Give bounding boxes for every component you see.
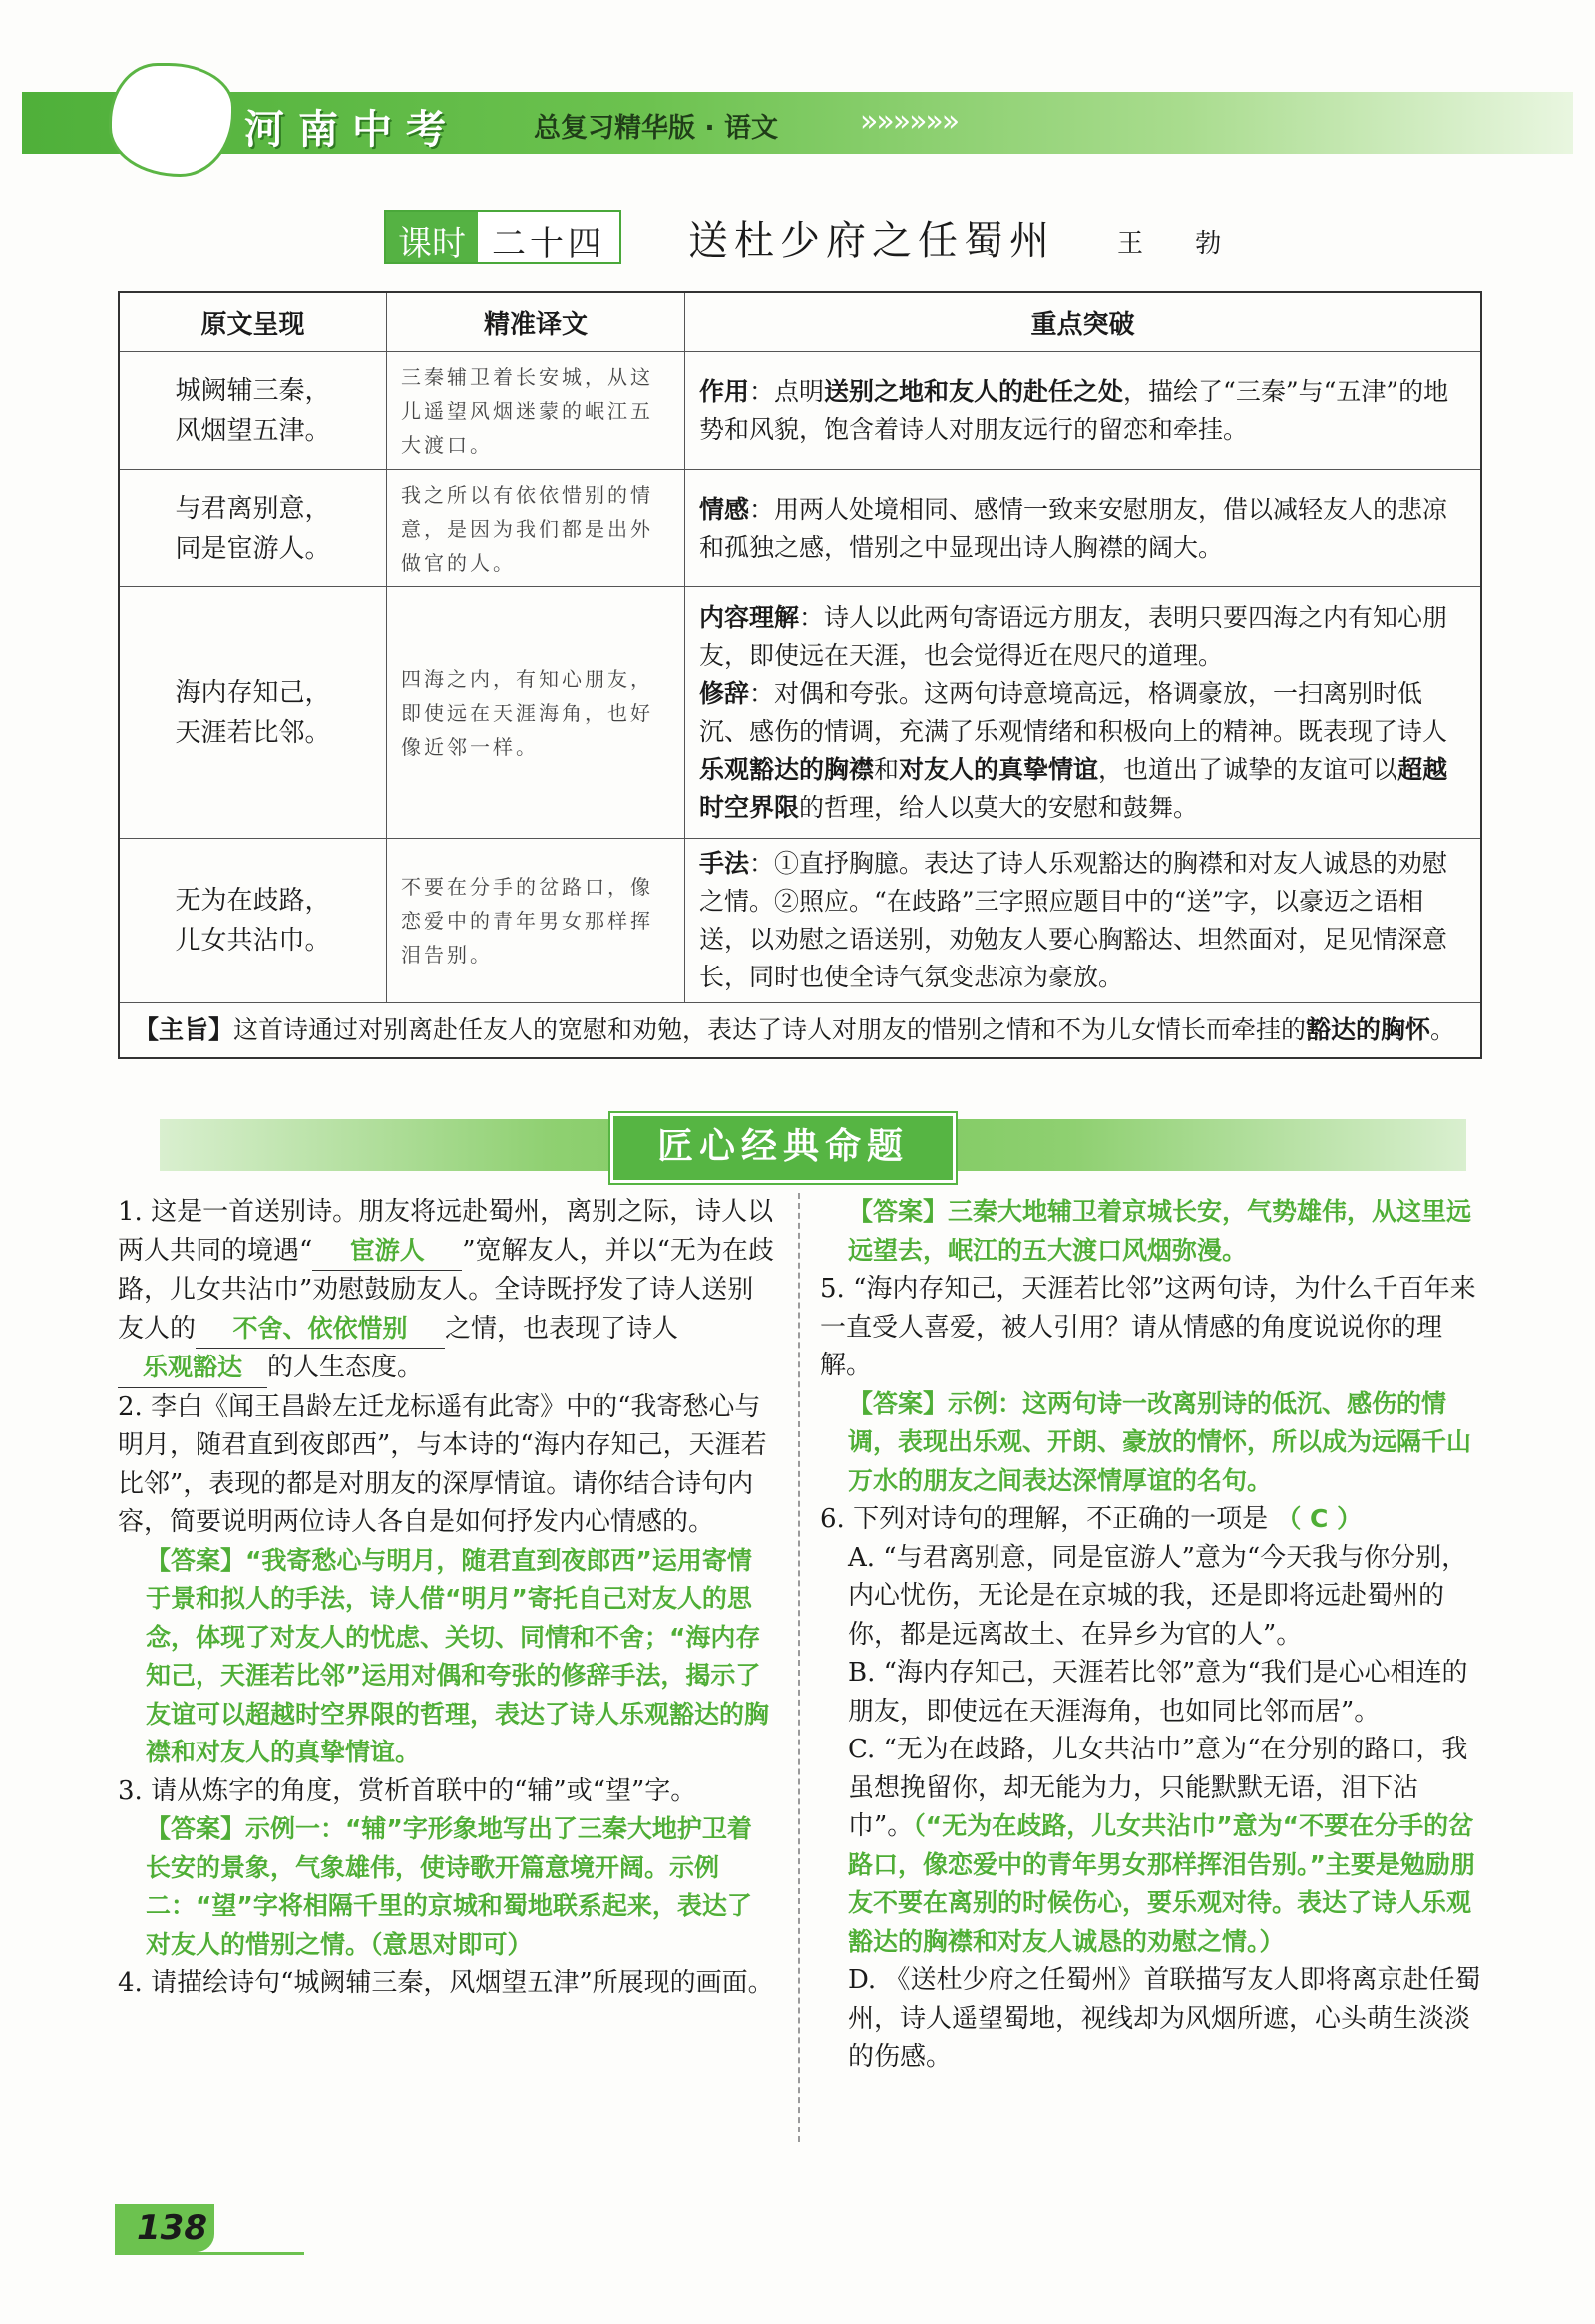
key-point-cell: 情感：用两人处境相同、感情一致来安慰朋友，借以减轻友人的悲凉和孤独之感，惜别之中显现出诗人胸襟的阔大。 xyxy=(685,470,1482,587)
option-c: C. “无为在歧路，儿女共沾巾”意为“在分别的路口，我虽想挽留你，却无能为力，只能默默无语，泪下沾巾”。（“无为在歧路，儿女共沾巾”意为“不要在分手的岔路口，像恋爱中的青年男女那样挥泪告别。”主要是勉励朋友不要在离别的时候伤心，要乐观对待。表达了诗人乐观豁达的胸襟和对友人诚恳的劝慰之情。） xyxy=(848,1735,1475,1956)
original-cell: 海内存知己， 天涯若比邻。 xyxy=(119,587,387,839)
table-row xyxy=(119,470,1481,587)
right-column xyxy=(820,1193,1482,2077)
poem-author: 王 勃 xyxy=(1117,229,1244,259)
header-key-points: 重点突破 xyxy=(685,292,1482,352)
table-header-row xyxy=(119,292,1481,352)
question-4: 4. 请描绘诗句“城阙辅三秦，风烟望五津”所展现的画面。 xyxy=(118,1968,774,1998)
question-5: 5. “海内存知己，天涯若比邻”这两句诗，为什么千百年来一直受人喜爱，被人引用？请从情感的角度说说你的理解。 xyxy=(820,1274,1476,1380)
answer-3: 【答案】示例一：“辅”字形象地写出了三秦大地护卫着长安的景象，气象雄伟，使诗歌开篇意境开阔。示例二：“望”字将相隔千里的京城和蜀地联系起来，表达了对友人的惜别之情。（意思对即可） xyxy=(146,1814,752,1959)
answer-5: 【答案】示例：这两句诗一改离别诗的低沉、感伤的情调，表现出乐观、开朗、豪放的情怀，所以成为远隔千山万水的朋友之间表达深情厚谊的名句。 xyxy=(848,1388,1472,1495)
page-number-underline xyxy=(115,2252,304,2255)
henan-map-icon xyxy=(112,66,231,174)
table-row xyxy=(119,587,1481,839)
series-title: 总复习精华版 · 语文 xyxy=(534,113,779,144)
left-column xyxy=(118,1193,774,2003)
translation-cell: 不要在分手的岔路口，像恋爱中的青年男女那样挥泪告别。 xyxy=(387,839,685,1003)
answer-blank: 不舍、依依惜别 xyxy=(196,1310,445,1350)
chevrons-decoration: »»»»»» xyxy=(860,104,959,139)
answer-4: 【答案】三秦大地辅卫着京城长安，气势雄伟，从这里远远望去，岷江的五大渡口风烟弥漫。 xyxy=(848,1197,1472,1265)
table-row xyxy=(119,352,1481,470)
original-cell: 城阙辅三秦， 风烟望五津。 xyxy=(119,352,387,470)
translation-cell: 四海之内，有知心朋友，即使远在天涯海角，也好像近邻一样。 xyxy=(387,587,685,839)
poem-analysis-table xyxy=(118,291,1482,1059)
table-row xyxy=(119,839,1481,1003)
lesson-tag-label: 课时 xyxy=(386,212,478,262)
page-number: 138 xyxy=(137,2208,207,2248)
translation-cell: 我之所以有依依惜别的情意，是因为我们都是出外做官的人。 xyxy=(387,470,685,587)
key-point-cell: 内容理解：诗人以此两句寄语远方朋友，表明只要四海之内有知心朋友，即使远在天涯，也会觉得近在咫尺的道理。 修辞：对偶和夸张。这两句诗意境高远，格调豪放，一扫离别时低沉、感伤的情调，充满了乐观情绪和积极向上的精神。既表现了诗人乐观豁达的胸襟和对友人的真挚情谊，也道出了诚挚的友谊可以超越时空界限的哲理，给人以莫大的安慰和鼓舞。 xyxy=(685,587,1482,839)
poem-title: 送杜少府之任蜀州 xyxy=(688,218,1055,264)
theme-row xyxy=(119,1003,1481,1059)
option-a: A. “与君离别意，同是宦游人”意为“今天我与你分别，内心忧伤，无论是在京城的我，还是即将远赴蜀州的你，都是远离故土、在异乡为官的人”。 xyxy=(848,1542,1468,1650)
answer-blank: 宦游人 xyxy=(312,1232,462,1272)
question-6: 6. 下列对诗句的理解，不正确的一项是 （ C ） xyxy=(820,1504,1363,1534)
key-point-cell: 手法：①直抒胸臆。表达了诗人乐观豁达的胸襟和对友人诚恳的劝慰之情。②照应。“在歧路”三字照应题目中的“送”字，以豪迈之语相送，以劝慰之语送别，劝勉友人要心胸豁达、坦然面对，足见情深意长，同时也使全诗气氛变悲凉为豪放。 xyxy=(685,839,1482,1003)
question-2: 2. 李白《闻王昌龄左迁龙标遥有此寄》中的“我寄愁心与明月，随君直到夜郎西”，与本诗的“海内存知己，天涯若比邻”，表现的都是对朋友的深厚情谊。请你结合诗句内容，简要说明两位诗人各自是如何抒发内心情感的。 xyxy=(118,1391,767,1537)
original-cell: 无为在歧路， 儿女共沾巾。 xyxy=(119,839,387,1003)
page-number-badge xyxy=(115,2204,214,2252)
option-d: D. 《送杜少府之任蜀州》首联描写友人即将离京赴任蜀州，诗人遥望蜀地，视线却为风烟所遮，心头萌生淡淡的伤感。 xyxy=(848,1965,1481,2072)
question-3: 3. 请从炼字的角度，赏析首联中的“辅”或“望”字。 xyxy=(118,1775,697,1806)
question-1: 1. 这是一首送别诗。朋友将远赴蜀州，离别之际，诗人以两人共同的境遇“ 宦游人 ”宽解友人，并以“无为在歧路，儿女共沾巾”劝慰鼓励友人。全诗既抒发了诗人送别友人的 不舍、依依惜别 之情，也表现了诗人乐观豁达 的人生态度。 xyxy=(118,1193,774,1388)
option-b: B. “海内存知己，天涯若比邻”意为“我们是心心相连的朋友，即使远在天涯海角，也如同比邻而居”。 xyxy=(848,1658,1468,1727)
column-divider xyxy=(798,1193,800,2142)
section-title: 匠心经典命题 xyxy=(610,1113,956,1183)
translation-cell: 三秦辅卫着长安城，从这儿遥望风烟迷蒙的岷江五大渡口。 xyxy=(387,352,685,470)
header-original: 原文呈现 xyxy=(119,292,387,352)
original-cell: 与君离别意， 同是宦游人。 xyxy=(119,470,387,587)
answer-blank: 乐观豁达 xyxy=(118,1349,267,1388)
answer-2: 【答案】“我寄愁心与明月，随君直到夜郎西”运用寄情于景和拟人的手法，诗人借“明月”寄托自己对友人的思念，体现了对友人的忧虑、关切、同情和不舍；“海内存知己，天涯若比邻”运用对偶和夸张的修辞手法，揭示了友谊可以超越时空界限的哲理，表达了诗人乐观豁达的胸襟和对友人的真挚情谊。 xyxy=(146,1545,770,1766)
theme-cell: 【主旨】这首诗通过对别离赴任友人的宽慰和劝勉，表达了诗人对朋友的惜别之情和不为儿女情长而牵挂的豁达的胸怀。 xyxy=(119,1003,1481,1059)
lesson-number: 二十四 xyxy=(478,212,619,262)
answer-6-choice: （ C ） xyxy=(1276,1504,1363,1533)
header-translation: 精准译文 xyxy=(387,292,685,352)
brand-title: 河南中考 xyxy=(244,107,460,153)
key-point-cell: 作用：点明送别之地和友人的赴任之处，描绘了“三秦”与“五津”的地势和风貌，饱含着诗人对朋友远行的留恋和牵挂。 xyxy=(685,352,1482,470)
lesson-tag xyxy=(384,210,621,264)
